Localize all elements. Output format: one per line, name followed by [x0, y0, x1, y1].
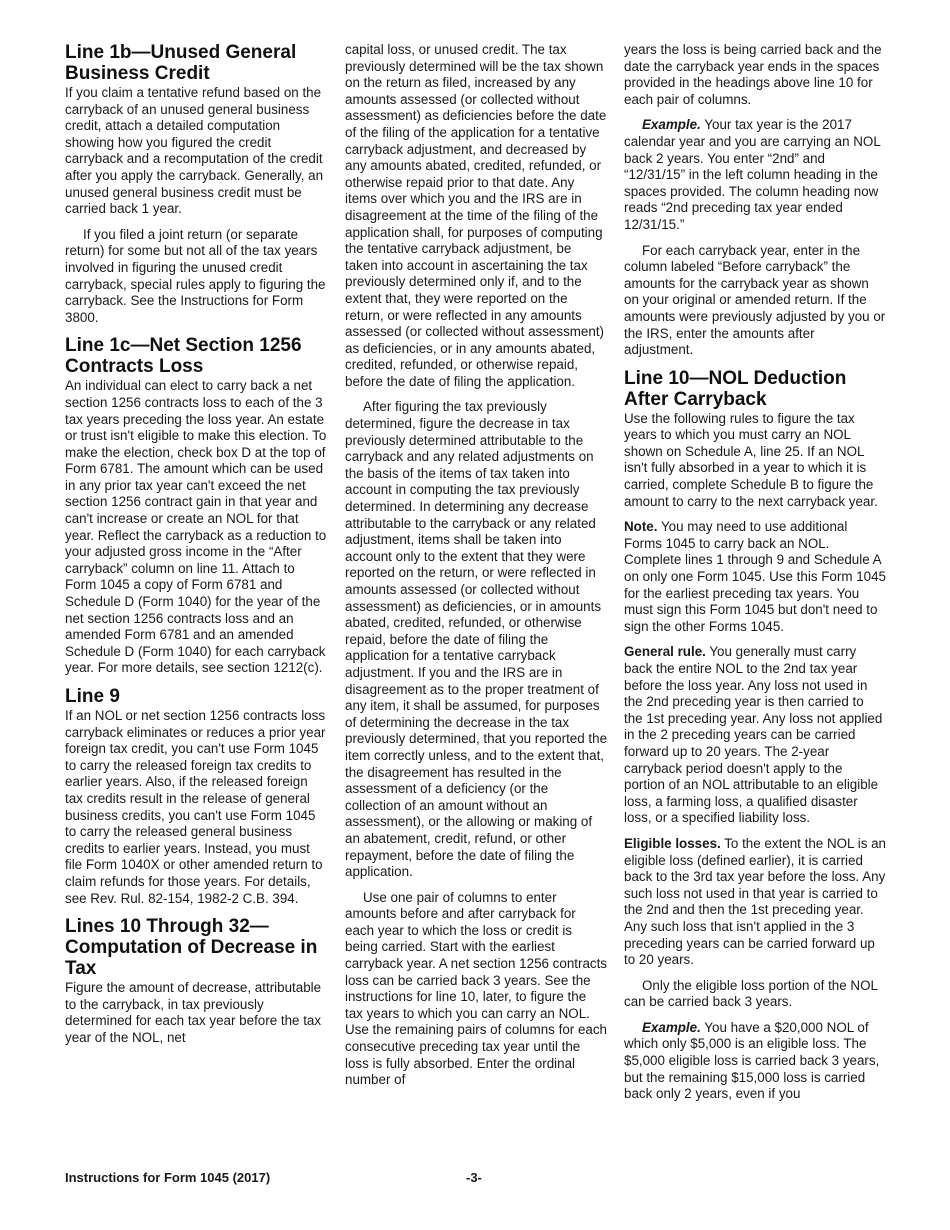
eligible-losses-paragraph	[624, 836, 886, 969]
eligible-losses-label: Eligible losses.	[624, 835, 721, 851]
paragraph: After figuring the tax previously determined, figure the decrease in tax previously determined attributable to the carryback and any related adjustments on the basis of the items of tax taken into account in computing the tax previously determined. In determining any decrease attributable to the carryback or any related adjustment, items shall be taken into account only to the extent that they were reported on the return, or were reflected in amounts assessed (or collected without assessment) as deficiencies, or in amounts abated, credited, refunded, or otherwise repaid, before the date of filing the application for a tentative carryback adjustment. If you and the IRS are in disagreement as to the proper treatment of any item, it shall be assumed, for purposes of determining the decrease in the tax previously determined, that you reported the item correctly unless, and to the extent that, the disagreement has resulted in the assessment of a deficiency (or the collection of an amount without an assessment), or the allowing or making of an abatement, credit, refund, or other repayment, before the date of filing the application.	[345, 399, 608, 880]
note-paragraph	[624, 519, 886, 635]
footer-page-number: -3-	[466, 1170, 482, 1185]
heading-line-9: Line 9	[65, 686, 120, 707]
general-rule-label: General rule.	[624, 644, 706, 660]
general-rule-paragraph	[624, 644, 886, 827]
paragraph: An individual can elect to carry back a net section 1256 contracts loss to each of the 3 tax years preceding the loss year. An estate or trust isn't eligible to make this election. To make the election, check box D at the top of Form 6781. The amount which can be used in any prior tax year can't exceed the net section 1256 contract gain in that year and can't increase or create an NOL for that year. Reflect the carryback as a reduction to your adjusted gross income in the “After carryback” column on line 11. Attach to Form 1045 a copy of Form 6781 and Schedule D (Form 1040) for the year of the net section 1256 contracts loss and an amended Form 6781 and an amended Schedule D (Form 1040) for each carryback year. For more details, see section 1212(c).	[65, 378, 327, 676]
paragraph: capital loss, or unused credit. The tax previously determined will be the tax shown on the return as filed, increased by any amounts assessed (or collected without assessment) as deficiencies before the date of the filing of the application for a tentative carryback adjustment, and decreased by any amounts abated, credited, refunded, or otherwise repaid prior to that date. Any items over which you and the IRS are in disagreement at the time of the filing of the application shall, for purposes of computing the tentative carryback adjustment, be taken into account in ascertaining the tax previously determined only if, and to the extent that, they were reported on the return, or were reflected in any amounts assessed (or collected without assessment) as deficiencies, or in any amounts abated, credited, refunded, or otherwise repaid, before the date of filing the application.	[345, 42, 607, 389]
paragraph: If you filed a joint return (or separate return) for some but not all of the tax years involved in figuring the unused credit carryback, special rules apply to figuring the carryback. See the Instructions for Form 3800.	[65, 226, 326, 325]
general-rule-text: You generally must carry back the entire NOL to the 2nd tax year before the loss year. Any loss not used in the 2nd preceding year is then carried to the 1st preceding year. Any loss not applied in the 2 preceding years can be carried forward up to 20 years. The 2-year carryback period doesn't apply to the portion of an NOL attributable to an eligible loss, a farming loss, a qualified disaster loss, or a specified liability loss.	[624, 644, 883, 826]
example-text: You have a $20,000 NOL of which only $5,000 is an eligible loss. The $5,000 eligible loss is carried back 3 years, but the remaining $15,000 loss is carried back only 2 years, even if you	[624, 1019, 880, 1102]
eligible-losses-text: To the extent the NOL is an eligible loss (defined earlier), it is carried back to the 3rd tax year before the loss. Any such loss not used in that year is carried to the 2nd and then the 1st preceding year. Any such loss that isn't applied in the 3 preceding years can be carried forward up to 20 years.	[624, 835, 886, 968]
paragraph: Use one pair of columns to enter amounts before and after carryback for each year to which the loss or credit is being carried. Start with the earliest carryback year. A net section 1256 contracts loss can be carried back 3 years. See the instructions for line 10, later, to figure the tax years to which you can carry an NOL. Use the remaining pairs of columns for each consecutive preceding tax year until the loss is fully absorbed. Enter the ordinal number of	[345, 889, 608, 1088]
paragraph: If you claim a tentative refund based on the carryback of an unused general business credit, attach a detailed computation showing how you figured the credit carryback and a recomputation of the credit after you apply the carryback. Generally, an unused general business credit must be carried back 1 year.	[65, 85, 324, 217]
paragraph: Use the following rules to figure the tax years to which you must carry an NOL shown on Schedule A, line 25. If an NOL isn't fully absorbed in a year to which it is carried, complete Schedule B to figure the amount to carry to the next carryback year.	[624, 410, 878, 509]
note-label: Note.	[624, 519, 658, 535]
paragraph: For each carryback year, enter in the column labeled “Before carryback” the amounts for the carryback year as shown on your original or amended return. If the amounts were previously adjusted by you or the IRS, enter the amounts after adjustment.	[624, 242, 886, 358]
heading-lines-10-32: Lines 10 Through 32—Computation of Decrease in Tax	[65, 916, 318, 980]
example-paragraph	[624, 117, 886, 233]
column-left	[65, 42, 327, 1056]
heading-line-10: Line 10—NOL Deduction After Carryback	[624, 367, 847, 410]
heading-line-1b: Line 1b—Unused General Business Credit	[65, 42, 297, 84]
example-paragraph	[624, 1020, 886, 1103]
paragraph: Only the eligible loss portion of the NOL can be carried back 3 years.	[624, 977, 878, 1010]
footer-form-title: Instructions for Form 1045 (2017)	[65, 1170, 271, 1185]
column-right	[624, 42, 886, 1112]
example-text: Your tax year is the 2017 calendar year and you are carrying an NOL back 2 years. You enter “2nd” and “12/31/15” in the left column heading in the spaces provided. The column heading now reads “2nd preceding tax year ended 12/31/15.”	[624, 117, 881, 232]
example-label: Example.	[642, 117, 701, 133]
paragraph: If an NOL or net section 1256 contracts loss carryback eliminates or reduces a prior year foreign tax credit, you can't use Form 1045 to carry the released foreign tax credits to earlier years. Also, if the released foreign tax credits result in the release of general business credits, you can't use Form 1045 to carry the released general business credits to earlier years. Instead, you must file Form 1040X or other amended return to claim refunds for those years. For details, see Rev. Rul. 82-154, 1982-2 C.B. 394.	[65, 708, 326, 906]
paragraph: Figure the amount of decrease, attributable to the carryback, in tax previously determined for each tax year before the tax year of the NOL, net	[65, 980, 322, 1045]
heading-line-1c: Line 1c—Net Section 1256 Contracts Loss	[65, 335, 302, 378]
paragraph: years the loss is being carried back and the date the carryback year ends in the spaces provided in the headings above line 10 for each pair of columns.	[624, 42, 882, 107]
example-label: Example.	[642, 1019, 701, 1035]
note-text: You may need to use additional Forms 1045 to carry back an NOL. Complete lines 1 through 9 and Schedule A on only one Form 1045. Use this Form 1045 for the earliest preceding tax years. You must sign this Form 1045 but don't need to sign the other Forms 1045.	[624, 519, 886, 634]
column-middle	[345, 42, 607, 1098]
